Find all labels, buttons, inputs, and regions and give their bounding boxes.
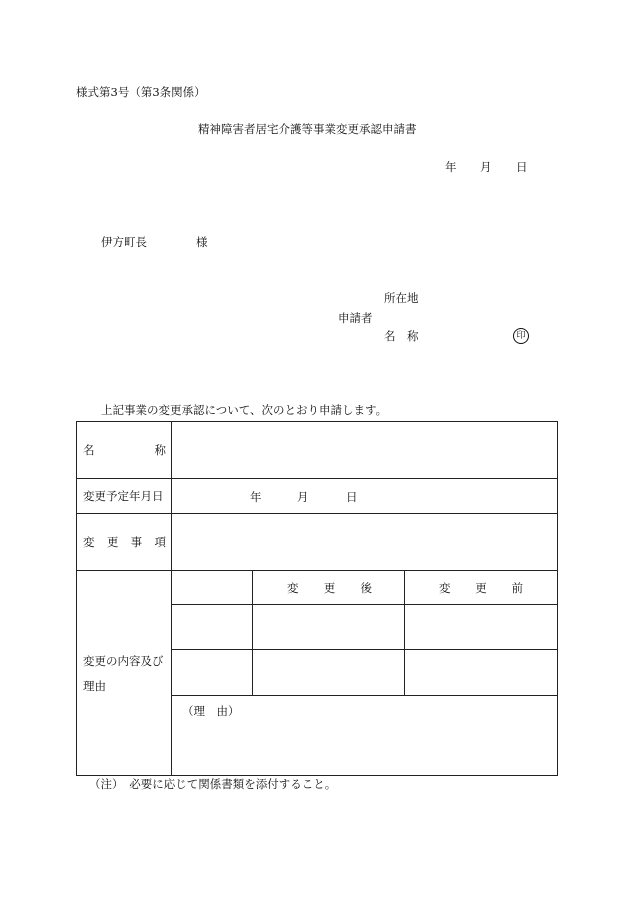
change-items-value-cell[interactable] (172, 514, 558, 571)
before-char-3: 前 (511, 580, 523, 595)
after-cell-2[interactable] (253, 650, 405, 696)
name-label-second: 称 (407, 329, 419, 343)
item-cell-2[interactable] (172, 650, 253, 696)
note-text: （注） 必要に応じて関係書類を添付すること。 (89, 777, 337, 791)
after-char-3: 後 (360, 580, 372, 595)
before-header-cell (405, 571, 558, 605)
date-day: 日 (516, 160, 528, 174)
document-title: 精神障害者居宅介護等事業変更承認申請書 (198, 122, 417, 136)
planned-date-row (77, 479, 558, 514)
address-label: 所在地 (384, 291, 419, 305)
item-header-cell (172, 571, 253, 605)
applicant-label: 申請者 (338, 311, 373, 325)
name-value-cell[interactable] (172, 422, 558, 479)
reason-cell[interactable] (172, 696, 558, 776)
name-row (77, 422, 558, 479)
item-cell-1[interactable] (172, 605, 253, 650)
planned-date-label: 変更予定年月日 (77, 479, 172, 514)
after-char-2: 更 (323, 580, 336, 595)
recipient-name: 伊方町長 (101, 235, 147, 249)
name-label-cell (77, 422, 172, 479)
contents-label-line1: 変更の内容及び (83, 653, 164, 668)
before-char-1: 変 (439, 580, 451, 595)
before-cell-2[interactable] (405, 650, 558, 696)
change-items-label-cell (77, 514, 172, 571)
application-table (76, 421, 558, 776)
form-number: 様式第3号（第3条関係） (76, 85, 206, 99)
change-items-char-1: 変 (83, 535, 95, 549)
seal-mark: 印 (513, 328, 529, 344)
change-items-char-2: 更 (106, 535, 119, 549)
before-cell-1[interactable] (405, 605, 558, 650)
planned-date-year: 年 (250, 490, 262, 504)
name-label-char-2: 称 (154, 443, 166, 457)
change-items-char-3: 事 (130, 535, 143, 549)
date-month: 月 (480, 160, 492, 174)
after-cell-1[interactable] (253, 605, 405, 650)
after-header-cell (253, 571, 405, 605)
change-items-char-4: 項 (154, 535, 166, 549)
name-label-char-1: 名 (83, 443, 95, 457)
contents-label-line2: 理由 (83, 678, 106, 693)
recipient-honorific: 様 (196, 235, 208, 249)
before-char-2: 更 (475, 580, 487, 595)
planned-date-month: 月 (297, 490, 309, 504)
planned-date-day: 日 (346, 490, 358, 504)
date-year: 年 (445, 160, 457, 174)
intro-text: 上記事業の変更承認について、次のとおり申請します。 (101, 403, 388, 417)
change-items-row (77, 514, 558, 571)
change-header-row (77, 571, 558, 605)
planned-date-value-cell[interactable] (172, 479, 558, 514)
reason-label: （理 由） (182, 704, 240, 718)
after-char-1: 変 (287, 580, 299, 595)
name-label-first: 名 (384, 329, 396, 343)
contents-label-cell (77, 571, 172, 776)
